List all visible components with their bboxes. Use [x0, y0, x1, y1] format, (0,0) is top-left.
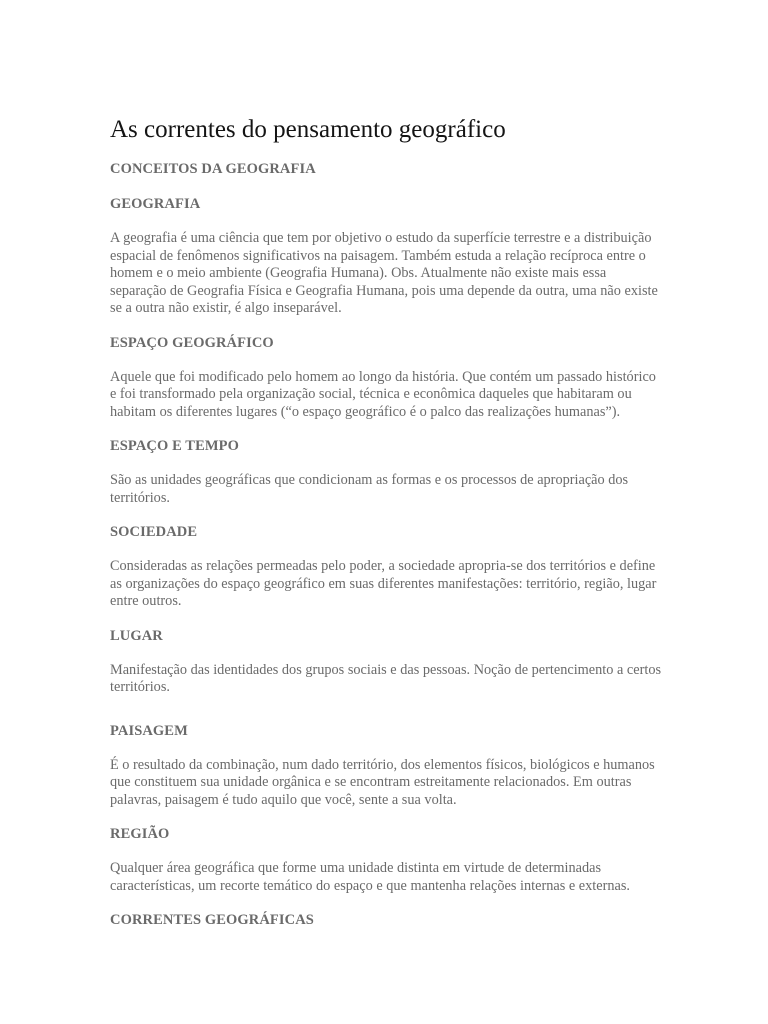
- document-page: [110, 114, 665, 946]
- section-paragraph: É o resultado da combinação, num dado território, dos elementos físicos, biológicos e humanos que constituem sua unidade orgânica e se encontram estreitamente relacionados. Em outras palavras, paisagem é tudo aquilo que você, sente a sua volta.: [110, 756, 655, 808]
- section-heading: REGIÃO: [110, 826, 170, 842]
- section-sociedade: [110, 523, 665, 611]
- section-lugar: [110, 627, 665, 697]
- section-heading: CONCEITOS DA GEOGRAFIA: [110, 161, 316, 177]
- section-heading: CORRENTES GEOGRÁFICAS: [110, 912, 314, 928]
- section-heading: PAISAGEM: [110, 722, 188, 739]
- section-conceitos: [110, 160, 665, 178]
- section-paragraph: Manifestação das identidades dos grupos sociais e das pessoas. Noção de pertencimento a certos territórios.: [110, 661, 662, 695]
- page-title: As correntes do pensamento geográfico: [110, 116, 506, 143]
- section-paragraph: São as unidades geográficas que condicionam as formas e os processos de apropriação dos territórios.: [110, 472, 629, 506]
- section-correntes: [110, 911, 665, 929]
- section-paragraph: Consideradas as relações permeadas pelo poder, a sociedade apropria-se dos territórios e define as organizações do espaço geográfico em suas diferentes manifestações: território, região, lugar entre outros.: [110, 558, 657, 609]
- section-heading: ESPAÇO GEOGRÁFICO: [110, 334, 274, 351]
- section-espaco-geografico: [110, 334, 665, 422]
- section-heading: SOCIEDADE: [110, 524, 198, 540]
- section-heading: LUGAR: [110, 627, 163, 644]
- section-espaco-e-tempo: [110, 437, 665, 507]
- section-heading: GEOGRAFIA: [110, 196, 201, 212]
- section-paragraph: A geografia é uma ciência que tem por objetivo o estudo da superfície terrestre e a distribuição espacial de fenômenos significativos na paisagem. Também estuda a relação recíproca entre o homem e o meio ambiente (Geografia Humana). Obs. Atualmente não existe mais essa separação de Geografia Física e Geografia Humana, pois uma depende da outra, uma não existe se a outra não existir, é algo inseparável.: [110, 230, 658, 316]
- section-paisagem: [110, 722, 665, 810]
- section-heading: ESPAÇO E TEMPO: [110, 438, 239, 454]
- section-geografia: [110, 195, 665, 318]
- section-regiao: [110, 825, 665, 895]
- section-paragraph: Aquele que foi modificado pelo homem ao longo da história. Que contém um passado histórico e foi transformado pela organização social, técnica e econômica daqueles que habitaram ou habitam os diferentes lugares (“o espaço geográfico é o palco das realizações humanas”).: [110, 368, 656, 420]
- section-paragraph: Qualquer área geográfica que forme uma unidade distinta em virtude de determinadas características, um recorte temático do espaço e que mantenha relações internas e externas.: [110, 860, 630, 894]
